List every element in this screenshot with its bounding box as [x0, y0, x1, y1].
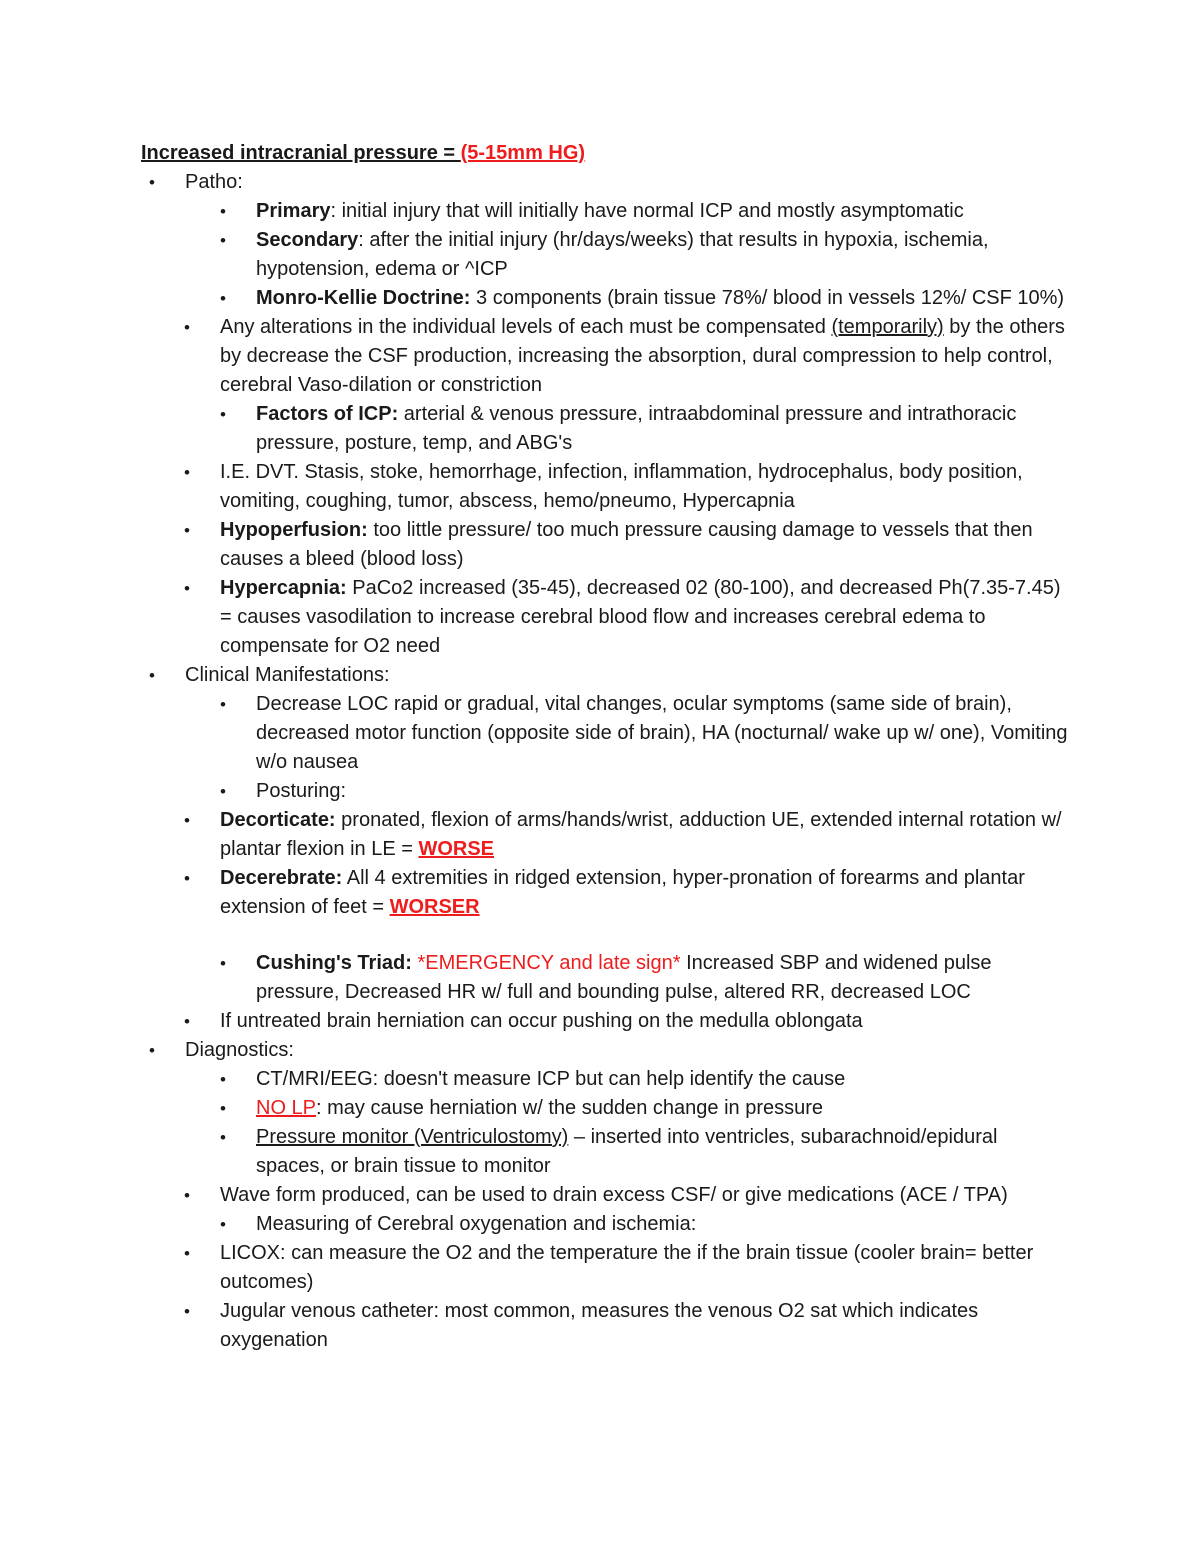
bullet-icon: • — [184, 811, 190, 830]
bullet-icon: • — [220, 695, 226, 714]
item-text: : may cause herniation w/ the sudden change in pressure — [316, 1097, 824, 1119]
bullet-icon: • — [149, 666, 155, 685]
item-label: Decorticate: — [220, 809, 336, 831]
item-emphasis: WORSER — [389, 896, 480, 918]
bullet-icon: • — [184, 463, 190, 482]
item-text: Decrease LOC rapid or gradual, vital changes, ocular symptoms (same side of brain), decreased motor function (opposite side of brain), HA (nocturnal/ wake up w/ one), Vomiting w/o nausea — [256, 693, 1068, 773]
list-item-decerebrate — [141, 864, 1071, 922]
list-item-decrease-loc — [141, 690, 1071, 777]
bullet-icon: • — [184, 1302, 190, 1321]
item-emphasis: WORSE — [418, 838, 495, 860]
item-warning: *EMERGENCY and late sign* — [411, 952, 681, 974]
item-text: If untreated brain herniation can occur pushing on the medulla oblongata — [220, 1010, 863, 1032]
list-item-diagnostics — [141, 1036, 1071, 1065]
item-text: Clinical Manifestations: — [185, 664, 390, 686]
list-item-patho — [141, 168, 1071, 197]
item-text: Any alterations in the individual levels of each must be compensated — [220, 316, 832, 338]
item-text: Jugular venous catheter: most common, measures the venous O2 sat which indicates oxygenation — [220, 1300, 979, 1351]
item-label: Secondary — [256, 229, 359, 251]
title-main: Increased intracranial pressure = — [141, 142, 461, 164]
item-label: Cushing's Triad: — [256, 952, 412, 974]
item-text: – inserted into ventricles, subarachnoid/epidural spaces, or brain tissue to monitor — [256, 1126, 998, 1177]
bullet-icon: • — [220, 954, 226, 973]
item-label: Factors of ICP: — [256, 403, 399, 425]
item-text: : after the initial injury (hr/days/weeks) that results in hypoxia, ischemia, hypotension, edema or ^ICP — [256, 229, 989, 280]
bullet-icon: • — [149, 1041, 155, 1060]
bullet-icon: • — [184, 318, 190, 337]
list-item-pressure-monitor — [141, 1123, 1071, 1181]
item-text: 3 components (brain tissue 78%/ blood in vessels 12%/ CSF 10%) — [470, 287, 1065, 309]
item-underlined: Pressure monitor (Ventriculostomy) — [256, 1126, 569, 1148]
notes-content — [141, 139, 1071, 1355]
list-item-clinical — [141, 661, 1071, 690]
bullet-icon: • — [184, 869, 190, 888]
title-range: (5-15mm HG) — [460, 142, 586, 164]
item-label: Primary — [256, 200, 331, 222]
item-text: arterial & venous pressure, intraabdominal pressure and intrathoracic pressure, posture, temp, and ABG's — [256, 403, 1017, 454]
item-text: Patho: — [185, 171, 243, 193]
blank-line — [141, 922, 1071, 949]
list-item-decorticate — [141, 806, 1071, 864]
item-text: too little pressure/ too much pressure causing damage to vessels that then causes a bleed (blood loss) — [220, 519, 1033, 570]
item-text: Increased SBP and widened pulse pressure, Decreased HR w/ full and bounding pulse, altered RR, decreased LOC — [256, 952, 992, 1003]
list-item-untreated — [141, 1007, 1071, 1036]
item-text: pronated, flexion of arms/hands/wrist, adduction UE, extended internal rotation w/ plantar flexion in LE = — [220, 809, 1062, 860]
list-item-jugular — [141, 1297, 1071, 1355]
list-item-alterations — [141, 313, 1071, 400]
bullet-icon: • — [220, 1070, 226, 1089]
bullet-icon: • — [184, 1186, 190, 1205]
bullet-icon: • — [220, 231, 226, 250]
bullet-icon: • — [184, 1244, 190, 1263]
bullet-icon: • — [220, 1128, 226, 1147]
bullet-icon: • — [184, 579, 190, 598]
item-text: Diagnostics: — [185, 1039, 294, 1061]
item-text: All 4 extremities in ridged extension, hyper-pronation of forearms and plantar extension of feet = — [220, 867, 1025, 918]
bullet-icon: • — [149, 173, 155, 192]
list-item-wave-form — [141, 1181, 1071, 1210]
item-underlined: (temporarily) — [831, 316, 944, 338]
item-warning: NO LP — [256, 1097, 317, 1119]
bullet-icon: • — [184, 521, 190, 540]
bullet-icon: • — [220, 1099, 226, 1118]
list-item-posturing — [141, 777, 1071, 806]
item-text: CT/MRI/EEG: doesn't measure ICP but can help identify the cause — [256, 1068, 846, 1090]
list-item-primary — [141, 197, 1071, 226]
item-text: by the others by decrease the CSF production, increasing the absorption, dural compression to help control, cerebral Vaso-dilation or constriction — [220, 316, 1065, 396]
list-item-factors — [141, 400, 1071, 458]
bullet-icon: • — [220, 289, 226, 308]
item-text: Wave form produced, can be used to drain excess CSF/ or give medications (ACE / TPA) — [220, 1184, 1008, 1206]
list-item-licox — [141, 1239, 1071, 1297]
list-item-monro-kellie — [141, 284, 1071, 313]
list-item-no-lp — [141, 1094, 1071, 1123]
bullet-icon: • — [220, 405, 226, 424]
item-text: Posturing: — [256, 780, 347, 802]
document-title — [141, 139, 1071, 168]
item-label: Monro-Kellie Doctrine: — [256, 287, 471, 309]
list-item-hypercapnia — [141, 574, 1071, 661]
item-text: : initial injury that will initially have normal ICP and mostly asymptomatic — [330, 200, 964, 222]
list-item-measuring — [141, 1210, 1071, 1239]
item-text: PaCo2 increased (35-45), decreased 02 (80-100), and decreased Ph(7.35-7.45) = causes vasodilation to increase cerebral blood flow and increases cerebral edema to compensate for O2 need — [220, 577, 1061, 657]
item-text: I.E. DVT. Stasis, stoke, hemorrhage, infection, inflammation, hydrocephalus, body position, vomiting, coughing, tumor, abscess, hemo/pneumo, Hypercapnia — [220, 461, 1023, 512]
item-text: LICOX: can measure the O2 and the temperature the if the brain tissue (cooler brain= better outcomes) — [220, 1242, 1034, 1293]
item-label: Hypercapnia: — [220, 577, 347, 599]
item-text: Measuring of Cerebral oxygenation and ischemia: — [256, 1213, 697, 1235]
item-label: Decerebrate: — [220, 867, 343, 889]
bullet-icon: • — [220, 202, 226, 221]
bullet-icon: • — [184, 1012, 190, 1031]
bullet-icon: • — [220, 782, 226, 801]
bullet-icon: • — [220, 1215, 226, 1234]
list-item-hypoperfusion — [141, 516, 1071, 574]
list-item-ct-mri — [141, 1065, 1071, 1094]
list-item-secondary — [141, 226, 1071, 284]
list-item-ie — [141, 458, 1071, 516]
list-item-cushings — [141, 949, 1071, 1007]
item-label: Hypoperfusion: — [220, 519, 368, 541]
